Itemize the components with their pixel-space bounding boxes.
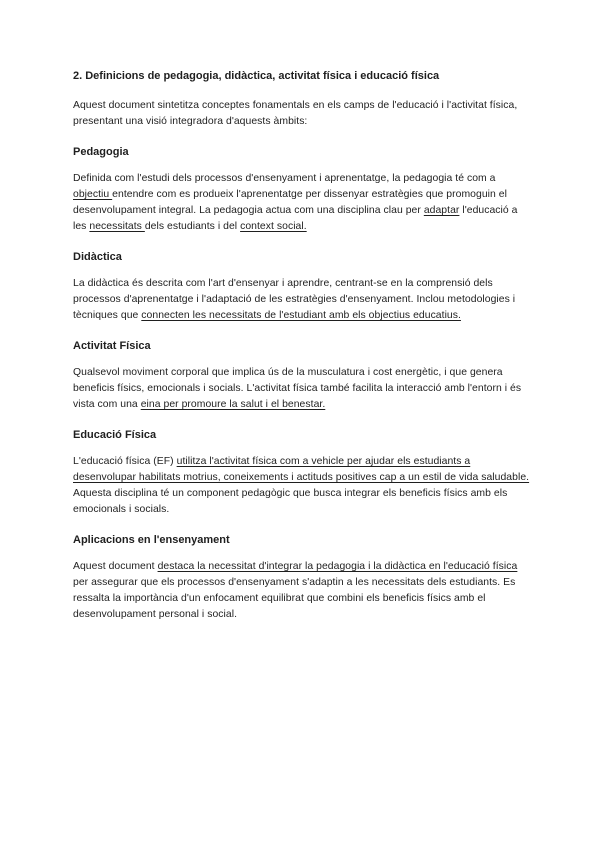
- text-run: L'educació física (EF): [73, 456, 177, 467]
- section-heading-activitat-fisica: Activitat Física: [73, 340, 151, 352]
- section-heading-didactica: Didàctica: [73, 251, 122, 263]
- section-paragraph-educacio-fisica: [73, 454, 533, 518]
- text-run: dels estudiants i del: [144, 221, 241, 232]
- text-run: Aquest document: [73, 561, 158, 572]
- section-paragraph-pedagogia: [73, 171, 533, 235]
- text-run: l'educació a les: [73, 205, 518, 232]
- document-title: 2. Definicions de pedagogia, didàctica, activitat física i educació física: [73, 70, 440, 82]
- underlined-text: eina per promoure la salut i el benestar.: [140, 399, 326, 410]
- section-paragraph-activitat-fisica: [73, 365, 533, 413]
- text-run: Definida com l'estudi dels processos d'ensenyament i aprenentatge, la pedagogia té com a: [73, 173, 496, 184]
- underlined-text: connecten les necessitats de l'estudiant amb els objectius educatius.: [141, 310, 461, 321]
- text-run: Aquesta disciplina té un component pedagògic que busca integrar els beneficis físics amb els emocionals i socials.: [73, 488, 508, 515]
- underlined-text: objectiu: [73, 189, 113, 200]
- document-page: [73, 68, 533, 637]
- intro-paragraph: Aquest document sintetitza conceptes fonamentals en els camps de l'educació i l'activitat física, presentant una visió integradora d'aquests àmbits:: [73, 100, 518, 127]
- underlined-text: destaca la necessitat d'integrar la pedagogia i la didàctica en l'educació física: [157, 561, 518, 572]
- section-heading-educacio-fisica: Educació Física: [73, 429, 157, 441]
- text-run: entendre com es produeix l'aprenentatge per dissenyar estratègies que promoguin el desenvolupament integral. La pedagogia actua com una disciplina clau per: [73, 189, 507, 216]
- section-paragraph-aplicacions: [73, 559, 533, 623]
- text-run: per assegurar que els processos d'ensenyament s'adaptin a les necessitats dels estudiants. Es ressalta la importància d'un enfocament equilibrat que combini els beneficis físics amb el desenvolupament personal i social.: [73, 577, 516, 620]
- underlined-text: context social.: [240, 221, 307, 232]
- underlined-text: adaptar: [423, 205, 460, 216]
- text-run: Qualsevol moviment corporal que implica ús de la musculatura i cost energètic, i que genera beneficis físics, emocionals i socials. L'activitat física també facilita la interacció amb l'entorn i és vista com una: [73, 367, 522, 410]
- underlined-text: necessitats: [89, 221, 145, 232]
- section-heading-aplicacions: Aplicacions en l'ensenyament: [73, 534, 230, 546]
- underlined-text: utilitza l'activitat física com a vehicle per ajudar els estudiants a desenvolupar habilitats motrius, coneixements i actituds positives cap a un estil de vida saludable.: [73, 456, 530, 483]
- text-run: La didàctica és descrita com l'art d'ensenyar i aprendre, centrant-se en la comprensió dels processos d'aprenentatge i l'adaptació de les estratègies d'ensenyament. Inclou metodologies i tècniques que: [73, 278, 516, 321]
- section-paragraph-didactica: [73, 276, 533, 324]
- section-heading-pedagogia: Pedagogia: [73, 146, 129, 158]
